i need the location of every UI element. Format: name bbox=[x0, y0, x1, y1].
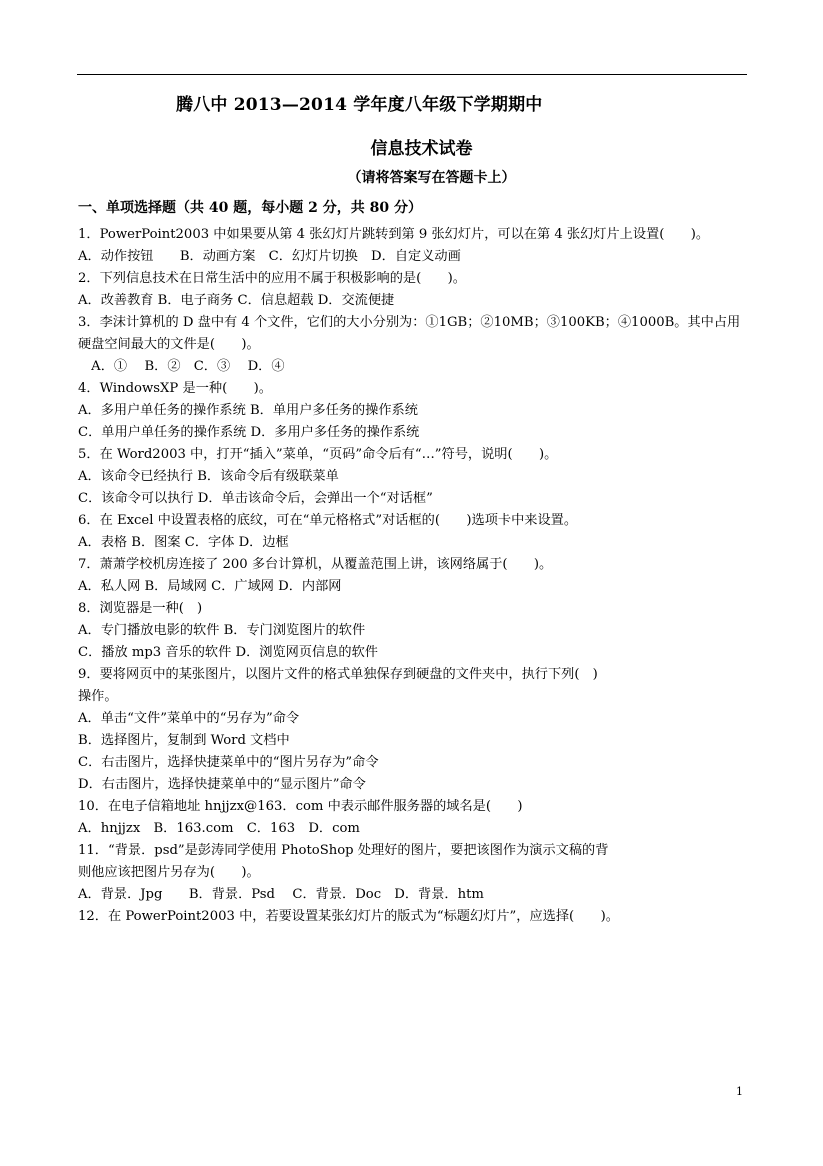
question-line: 8．浏览器是一种( ) bbox=[78, 601, 203, 616]
answer-instruction: （请将答案写在答题卡上） bbox=[347, 170, 516, 186]
section-heading: 一、单项选择题（共 40 题，每小题 2 分，共 80 分） bbox=[78, 200, 422, 216]
question-line: A．表格 B．图案 C．字体 D．边框 bbox=[78, 535, 289, 550]
question-list bbox=[78, 224, 753, 928]
question-line: A．多用户单任务的操作系统 B．单用户多任务的操作系统 bbox=[78, 403, 418, 418]
question-line: A．改善教育 B．电子商务 C．信息超载 D．交流便捷 bbox=[78, 293, 395, 308]
question-line: 2．下列信息技术在日常生活中的应用不属于积极影响的是( )。 bbox=[78, 271, 466, 286]
question-line: 12．在 PowerPoint2003 中，若要设置某张幻灯片的版式为“标题幻灯片”，应选择( )。 bbox=[78, 909, 619, 924]
page-number: 1 bbox=[736, 1085, 743, 1098]
question-line: B．选择图片，复制到 Word 文档中 bbox=[78, 733, 290, 748]
question-line: C．单用户单任务的操作系统 D．多用户多任务的操作系统 bbox=[78, 425, 420, 440]
question-line: C．右击图片，选择快捷菜单中的“图片另存为”命令 bbox=[78, 755, 379, 770]
question-line: 6．在 Excel 中设置表格的底纹，可在“单元格格式”对话框的( )选项卡中来设置。 bbox=[78, 513, 578, 528]
question-line: A．专门播放电影的软件 B．专门浏览图片的软件 bbox=[78, 623, 366, 638]
question-line: 1．PowerPoint2003 中如果要从第 4 张幻灯片跳转到第 9 张幻灯片，可以在第 4 张幻灯片上设置( )。 bbox=[78, 227, 710, 242]
question-line: A．私人网 B．局域网 C．广域网 D．内部网 bbox=[78, 579, 342, 594]
question-line: A．单击“文件”菜单中的“另存为”命令 bbox=[78, 711, 300, 726]
question-line: A．hnjjzx B．163.com C．163 D．com bbox=[78, 821, 360, 836]
exam-title-line2: 信息技术试卷 bbox=[370, 139, 473, 159]
question-line: 5．在 Word2003 中，打开“插入”菜单，“页码”命令后有“…”符号，说明( )。 bbox=[78, 447, 558, 462]
question-line: 11．“背景．psd”是彭涛同学使用 PhotoShop 处理好的图片，要把该图作为演示文稿的背 bbox=[78, 843, 609, 858]
question-line: A．① B．② C．③ D．④ bbox=[78, 359, 285, 374]
question-line: D．右击图片，选择快捷菜单中的“显示图片”命令 bbox=[78, 777, 366, 792]
question-line: 4．WindowsXP 是一种( )。 bbox=[78, 381, 272, 396]
header-rule bbox=[77, 74, 747, 75]
question-line: 10．在电子信箱地址 hnjjzx@163．com 中表示邮件服务器的域名是( ) bbox=[78, 799, 523, 814]
question-line: 则他应该把图片另存为( )。 bbox=[78, 865, 260, 880]
question-line: C．播放 mp3 音乐的软件 D．浏览网页信息的软件 bbox=[78, 645, 378, 660]
question-line: 9．要将网页中的某张图片，以图片文件的格式单独保存到硬盘的文件夹中，执行下列( ) bbox=[78, 667, 598, 682]
question-line: 硬盘空间最大的文件是( )。 bbox=[78, 337, 260, 352]
question-line: A．该命令已经执行 B．该命令后有级联菜单 bbox=[78, 469, 339, 484]
question-line: 操作。 bbox=[78, 689, 118, 704]
question-line: A．背景．Jpg B．背景．Psd C．背景．Doc D．背景．htm bbox=[78, 887, 484, 902]
question-line: A．动作按钮 B．动画方案 C．幻灯片切换 D．自定义动画 bbox=[78, 249, 461, 264]
question-line: 7．萧萧学校机房连接了 200 多台计算机，从覆盖范围上讲，该网络属于( )。 bbox=[78, 557, 553, 572]
question-line: 3．李沫计算机的 D 盘中有 4 个文件，它们的大小分别为：①1GB；②10MB；③100KB；④1000B。其中占用 bbox=[78, 315, 741, 330]
exam-title-line1: 腾八中 2013—2014 学年度八年级下学期期中 bbox=[176, 95, 543, 115]
question-line: C．该命令可以执行 D．单击该命令后，会弹出一个“对话框” bbox=[78, 491, 433, 506]
